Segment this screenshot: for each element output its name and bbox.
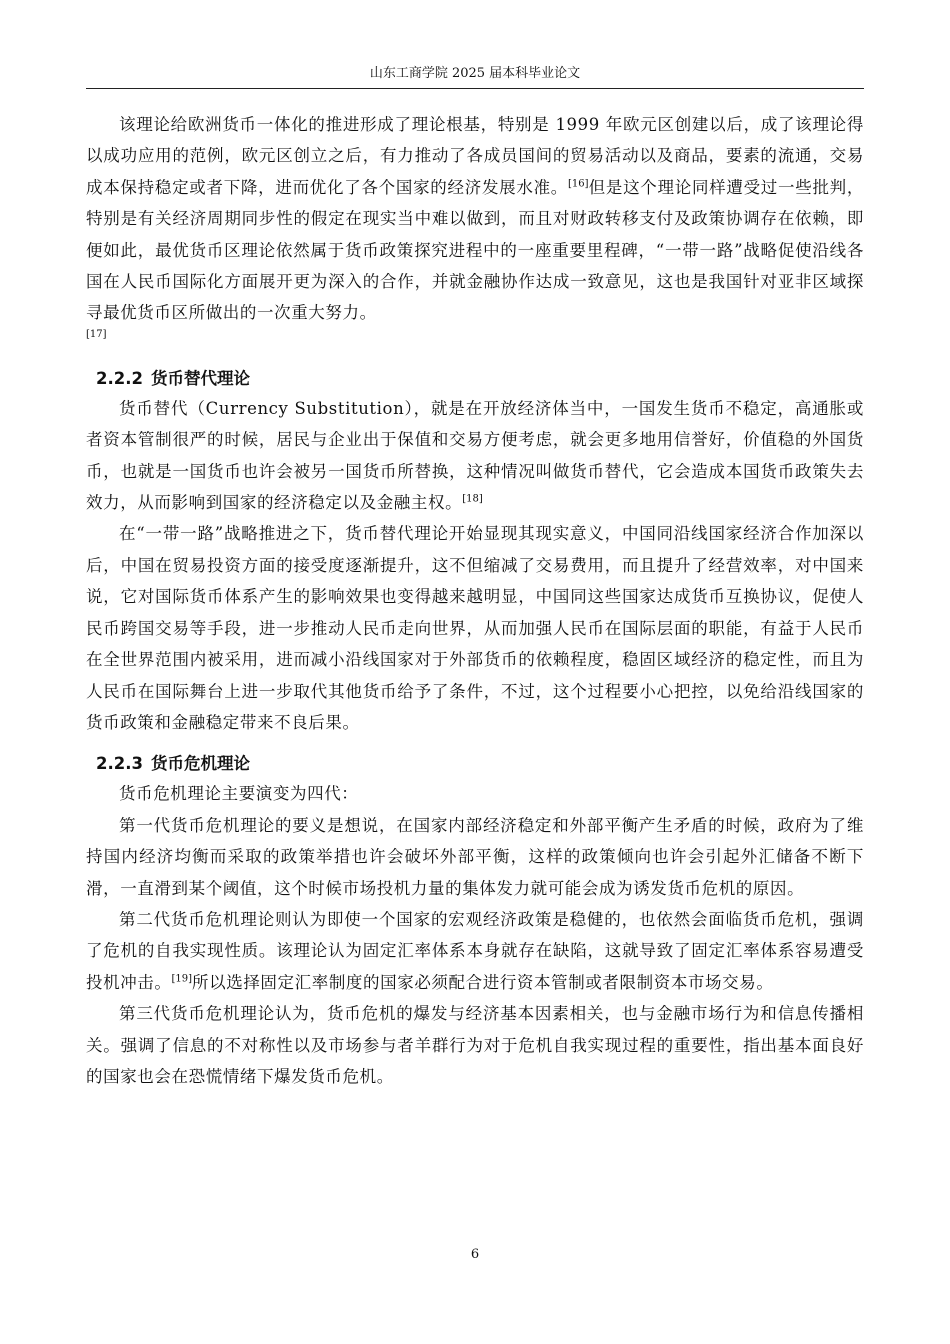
paragraph-optimal-currency-area xyxy=(86,109,864,329)
citation-ref[interactable]: [19] xyxy=(171,973,193,985)
paragraph-third-generation: 第三代货币危机理论认为，货币危机的爆发与经济基本因素相关，也与金融市场行为和信息传播相关。强调了信息的不对称性以及市场参与者羊群行为对于危机自我实现过程的重要性，指出基本面良好的国家也会在恐慌情绪下爆发货币危机。 xyxy=(86,1004,864,1086)
section-number: 2.2.3 xyxy=(96,754,143,774)
running-header: 山东工商学院 2025 届本科毕业论文 xyxy=(86,64,864,89)
page-body xyxy=(86,109,864,1092)
paragraph-text: 第二代货币危机理论则认为即使一个国家的宏观经济政策是稳健的，也依然会面临货币危机，强调了危机的自我实现性质。该理论认为固定汇率体系本身就存在缺陷，这就导致了固定汇率体系容易遭受投机冲击。 xyxy=(86,909,864,992)
paragraph-second-generation xyxy=(86,904,864,998)
paragraph-currency-substitution xyxy=(86,393,864,519)
page-number: 6 xyxy=(470,1247,480,1262)
section-title: 货币替代理论 xyxy=(150,368,250,388)
citation-ref[interactable]: [17] xyxy=(86,328,107,340)
paragraph-text: 但是这个理论同样遭受过一些批判，特别是有关经济周期同步性的假定在现实当中难以做到，而且对财政转移支付及政策协调存在依赖，即便如此，最优货币区理论依然属于货币政策探究进程中的一座重要里程碑，“一带一路”战略促使沿线各国在人民币国际化方面展开更为深入的合作，并就金融协作达成一致意见，这也是我国针对亚非区域探寻最优货币区所做出的一次重大努力。 xyxy=(86,177,864,323)
section-number: 2.2.2 xyxy=(96,368,143,388)
paragraph-text: 所以选择固定汇率制度的国家必须配合进行资本管制或者限制资本市场交易。 xyxy=(192,972,774,992)
paragraph-belt-and-road-substitution: 在“一带一路”战略推进之下，货币替代理论开始显现其现实意义，中国同沿线国家经济合作加深以后，中国在贸易投资方面的接受度逐渐提升，这不但缩减了交易费用，而且提升了经营效率，对中国来说，它对国际货币体系产生的影响效果也变得越来越明显，中国同这些国家达成货币互换协议，促使人民币跨国交易等手段，进一步推动人民币走向世界，从而加强人民币在国际层面的职能，有益于人民币在全世界范围内被采用，进而减小沿线国家对于外部货币的依赖程度，稳固区域经济的稳定性，而且为人民币在国际舞台上进一步取代其他货币给予了条件，不过，这个过程要小心把控，以免给沿线国家的货币政策和金融稳定带来不良后果。 xyxy=(86,524,864,732)
paragraph-crisis-intro: 货币危机理论主要演变为四代： xyxy=(119,784,359,804)
citation-ref[interactable]: [18] xyxy=(462,493,483,505)
paragraph-text: 货币替代（Currency Substitution），就是在开放经济体当中，一国发生货币不稳定，高通胀或者资本管制很严的时候，居民与企业出于保值和交易方便考虑，就会更多地用信誉好，价值稳的外国货币，也就是一国货币也许会被另一国货币所替换，这种情况叫做货币替代，它会造成本国货币政策失去效力，从而影响到国家的经济稳定以及金融主权。 xyxy=(86,398,864,513)
citation-ref[interactable]: [16] xyxy=(568,178,589,190)
paragraph-text: 该理论给欧洲货币一体化的推进形成了理论根基，特别是 1999 年欧元区创建以后，成了该理论得以成功应用的范例，欧元区创立之后，有力推动了各成员国间的贸易活动以及商品，要素的流通，交易成本保持稳定或者下降，进而优化了各个国家的经济发展水准。 xyxy=(86,115,864,197)
citation-ref-line xyxy=(86,329,864,353)
paragraph-first-generation: 第一代货币危机理论的要义是想说，在国家内部经济稳定和外部平衡产生矛盾的时候，政府为了维持国内经济均衡而采取的政策举措也许会破坏外部平衡，这样的政策倾向也许会引起外汇储备不断下滑，一直滑到某个阈值，这个时候市场投机力量的集体发力就可能会成为诱发货币危机的原因。 xyxy=(86,815,864,898)
section-heading-2-2-2 xyxy=(86,365,864,393)
section-title: 货币危机理论 xyxy=(150,754,250,774)
section-heading-2-2-3 xyxy=(86,750,864,778)
